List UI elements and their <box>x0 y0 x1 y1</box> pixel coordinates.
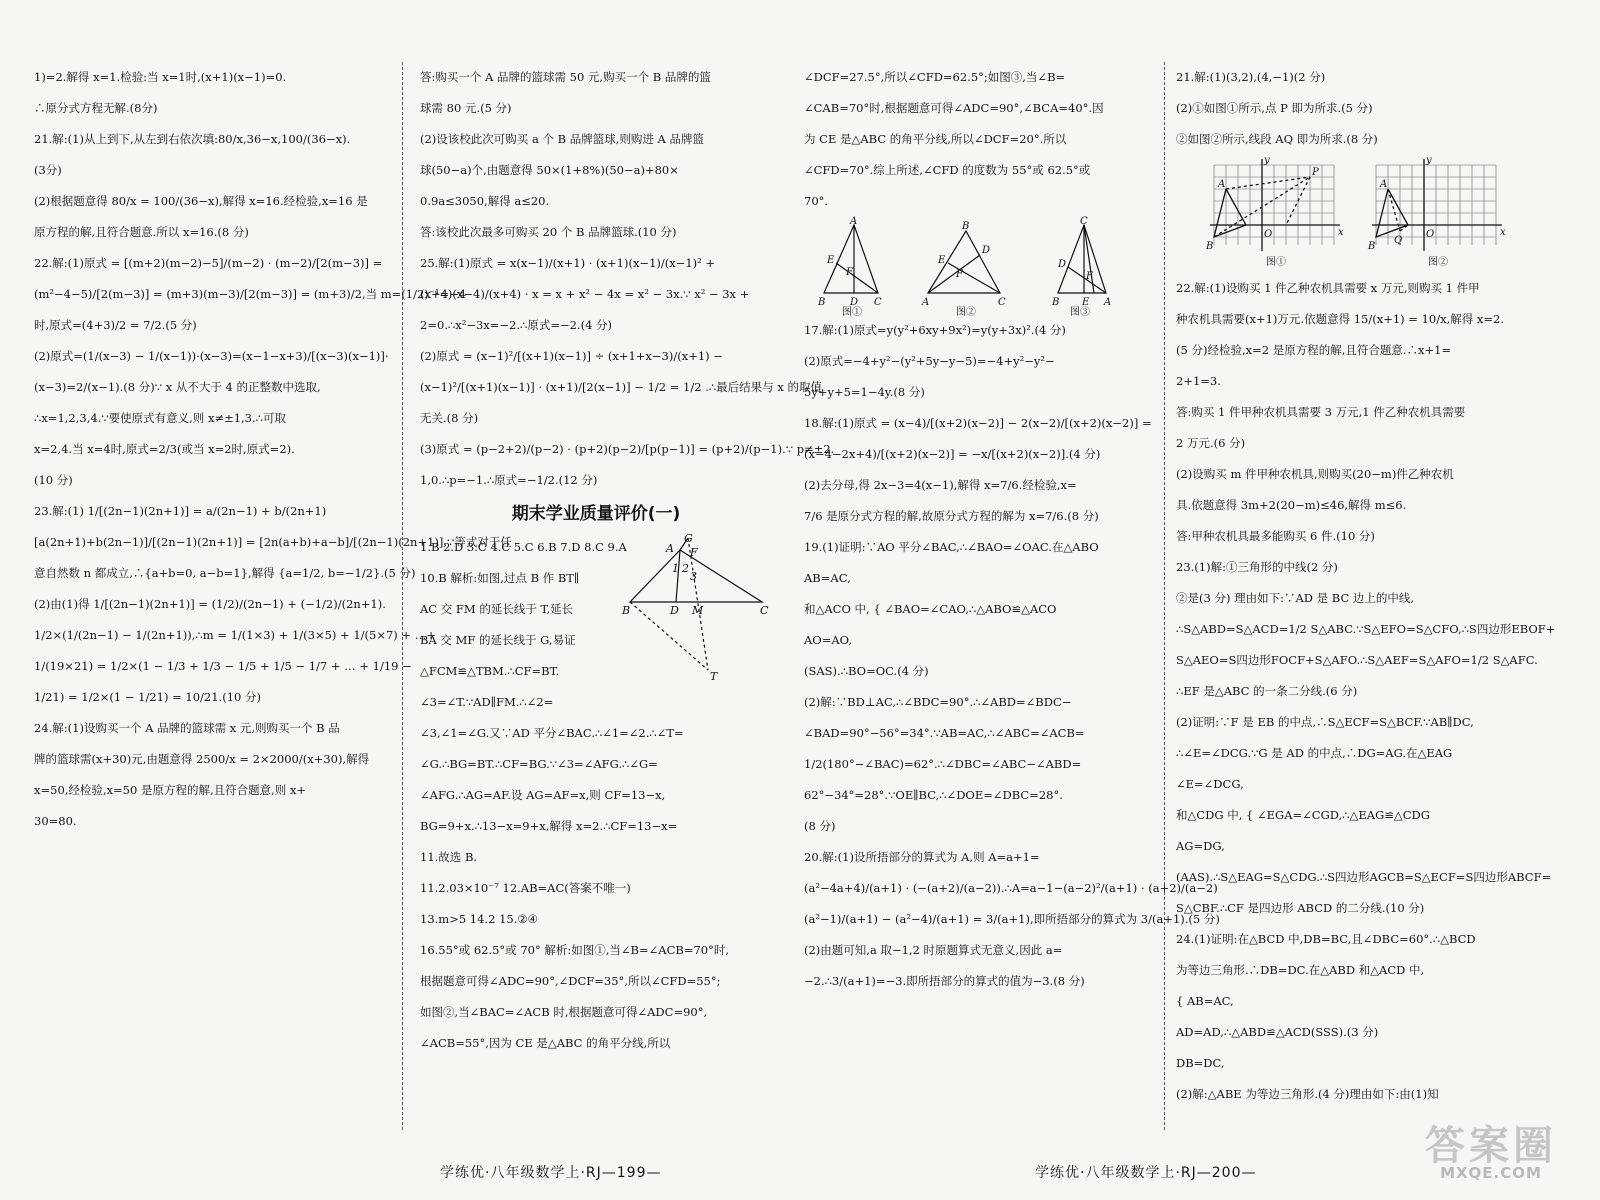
answer-line: S△CBF.∴CF 是四边形 ABCD 的二分线.(10 分) <box>1176 901 1425 915</box>
grid-figure-1 <box>1206 155 1346 273</box>
column-divider <box>402 62 403 1130</box>
answer-line: ∠G.∴BG=BT.∴CF=BG.∵∠3=∠AFG.∴∠G= <box>420 757 658 771</box>
answer-line: 0.9a≤3050,解得 a≤20. <box>420 194 550 208</box>
answer-line: 具.依题意得 3m+2(20−m)≤46,解得 m≤6. <box>1176 498 1407 512</box>
answer-line: 2 万元.(6 分) <box>1176 436 1246 450</box>
answer-line: (x−4−2x+4)/[(x+2)(x−2)] = −x/[(x+2)(x−2)].(4 分) <box>804 447 1101 461</box>
fig3-label: D <box>1058 259 1067 270</box>
grid-figure-2 <box>1368 155 1508 273</box>
answer-line: 23.(1)解:①三角形的中线(2 分) <box>1176 560 1338 574</box>
answer-line: ∠3=∠T.∵AD∥FM.∴∠2= <box>420 695 554 709</box>
answer-line: ∠ACB=55°,因为 CE 是△ABC 的角平分线,所以 <box>420 1036 671 1050</box>
fig3-label: A <box>1104 297 1112 308</box>
answer-line: 原方程的解,且符合题意.所以 x=16.(8 分) <box>34 225 249 239</box>
fig1-label: A <box>850 216 858 227</box>
fig2-label: B <box>962 221 970 232</box>
answer-line: 5y+y+5=1−4y.(8 分) <box>804 385 925 399</box>
grid2-label: B <box>1368 241 1376 252</box>
answer-line: AB=AC, <box>804 571 851 585</box>
answer-line: 答:甲种农机具最多能购买 6 件.(10 分) <box>1176 529 1375 543</box>
answer-line: 62°−34°=28°.∵OE∥BC,∴∠DOE=∠DBC=28°. <box>804 788 1063 802</box>
grid2-label: y <box>1426 155 1432 166</box>
fig-label-3: 3 <box>690 570 697 583</box>
watermark-logo <box>1406 1123 1576 1186</box>
answer-line: (8 分) <box>804 819 836 833</box>
column-divider <box>1164 62 1165 1130</box>
answer-line: (2)设该校此次可购买 a 个 B 品牌篮球,则购进 A 品牌篮 <box>420 132 704 146</box>
fig1-label: F <box>846 267 853 278</box>
fig-label-C: C <box>760 604 769 617</box>
answer-line: 11.2.03×10⁻⁷ 12.AB=AC(答案不唯一) <box>420 881 631 895</box>
grid1-label: B <box>1206 241 1214 252</box>
answer-line: 70°. <box>804 194 829 208</box>
triangle-figure-1 <box>814 216 904 318</box>
fig2-label: C <box>998 297 1006 308</box>
answer-line: AG=DG, <box>1176 839 1225 853</box>
answer-line: 1/2×(1/(2n−1) − 1/(2n+1)),∴m = 1/(1×3) + 1/(3×5) + 1/(5×7) + …+ <box>34 628 436 642</box>
answer-line: 1.B 2.D 3.C 4.C 5.C 6.B 7.D 8.C 9.A <box>420 540 627 554</box>
triangle-figure-2 <box>922 217 1022 318</box>
answer-line: ∴EF 是△ABC 的一条二分线.(6 分) <box>1176 684 1358 698</box>
answer-line: 22.解:(1)原式 = [(m+2)(m−2)−5]/(m−2) · (m−2)/[2(m−3)] = <box>34 256 383 270</box>
fig1-label: D <box>850 297 859 308</box>
answer-line: (2)去分母,得 2x−3=4(x−1),解得 x=7/6.经检验,x= <box>804 478 1077 492</box>
triangle-figure-3 <box>1040 216 1130 318</box>
answer-line: 1/21) = 1/2×(1 − 1/21) = 10/21.(10 分) <box>34 690 261 704</box>
fig3-label: F <box>1086 271 1093 282</box>
grid-figures-q21 <box>1176 155 1562 273</box>
answer-line: x=2,4.当 x=4时,原式=2/3(或当 x=2时,原式=2). <box>34 442 295 456</box>
answer-line: ∴x=1,2,3,4.∵要使原式有意义,则 x≠±1,3.∴可取 <box>34 411 286 425</box>
answer-line: △FCM≌△TBM.∴CF=BT. <box>420 664 560 678</box>
answer-line: S△AEO=S四边形FOCF+S△AFO.∴S△AEF=S△AFO=1/2 S△AFC. <box>1176 653 1538 667</box>
fig2-label: F <box>956 269 963 280</box>
grid2-label: A <box>1380 179 1388 190</box>
answer-line: −2.∴3/(a+1)=−3.即所捂部分的算式的值为−3.(8 分) <box>804 974 1085 988</box>
answer-line: ∠3,∠1=∠G.又∵AD 平分∠BAC.∴∠1=∠2.∴∠T= <box>420 726 684 740</box>
answer-line: (SAS).∴BO=OC.(4 分) <box>804 664 929 678</box>
answer-line: 30=80. <box>34 814 77 828</box>
answer-line: 20.解:(1)设所捂部分的算式为 A,则 A=a+1= <box>804 850 1040 864</box>
answer-line: AD=AD,∴△ABD≌△ACD(SSS).(3 分) <box>1176 1025 1379 1039</box>
grid1-label: O <box>1264 229 1273 240</box>
answer-line: (2)解:△ABE 为等边三角形.(4 分)理由如下:由(1)知 <box>1176 1087 1439 1101</box>
grid1-label: y <box>1264 155 1270 166</box>
answer-line: 24.解:(1)设购买一个 A 品牌的篮球需 x 元,则购买一个 B 品 <box>34 721 340 735</box>
answer-line: ②是(3 分) 理由如下:∵AD 是 BC 边上的中线, <box>1176 591 1415 605</box>
answer-line: 答:购买 1 件甲种农机具需要 3 万元,1 件乙种农机具需要 <box>1176 405 1466 419</box>
answer-line: (x+4)(x−4)/(x+4) · x = x + x² − 4x = x² − 3x.∵ x² − 3x + <box>420 287 750 301</box>
answer-line: 和△CDG 中, { ∠EGA=∠CGD,∴△EAG≌△CDG <box>1176 808 1430 822</box>
answer-line: 1/(19×21) = 1/2×(1 − 1/3 + 1/3 − 1/5 + 1/5 − 1/7 + … + 1/19 − <box>34 659 412 673</box>
answer-line: ∠BAD=90°−56°=34°.∵AB=AC,∴∠ABC=∠ACB= <box>804 726 1085 740</box>
grid1-label: A <box>1218 179 1226 190</box>
answer-line: ∠CFD=70°.综上所述,∠CFD 的度数为 55°或 62.5°或 <box>804 163 1091 177</box>
fig-label-F: F <box>690 546 698 559</box>
fig2-label: A <box>922 297 930 308</box>
answer-line: 根据题意可得∠ADC=90°,∠DCF=35°,所以∠CFD=55°; <box>420 974 721 988</box>
answer-line: (AAS).∴S△EAG=S△CDG.∴S四边形AGCB=S△ECF=S四边形ABCF= <box>1176 870 1552 884</box>
answer-line: 为等边三角形.∴DB=DC.在△ABD 和△ACD 中, <box>1176 963 1425 977</box>
answer-line: ∴原分式方程无解.(8分) <box>34 101 158 115</box>
answer-line: BA 交 MF 的延长线于 G,易证 <box>420 633 576 647</box>
watermark-logo-text: 答案圈 <box>1425 1123 1557 1169</box>
answer-line: 意自然数 n 都成立,∴{a+b=0, a−b=1},解得 {a=1/2, b=−1/2}.(5 分) <box>34 566 416 580</box>
answer-line: 18.解:(1)原式 = (x−4)/[(x+2)(x−2)] − 2(x−2)/[(x+2)(x−2)] = <box>804 416 1152 430</box>
fig3-label: C <box>1080 216 1088 227</box>
answer-block-21 <box>1176 62 1562 155</box>
grid2-caption: 图② <box>1428 257 1448 268</box>
answer-line: (2)由题可知,a 取−1,2 时原题算式无意义,因此 a= <box>804 943 1063 957</box>
fig3-label: B <box>1052 297 1060 308</box>
fig-label-M: M <box>692 604 704 617</box>
answer-line: (2)设购买 m 件甲种农机具,则购买(20−m)件乙种农机 <box>1176 467 1454 481</box>
answer-line: AC 交 FM 的延长线于 T,延长 <box>420 602 574 616</box>
answer-line: ∠DCF=27.5°,所以∠CFD=62.5°;如图③,当∠B= <box>804 70 1066 84</box>
fig2-label: D <box>982 245 991 256</box>
grid2-label: O <box>1426 229 1435 240</box>
answer-line: DB=DC, <box>1176 1056 1225 1070</box>
answer-line: x=50,经检验,x=50 是原方程的解,且符合题意,则 x+ <box>34 783 307 797</box>
section-title: 期末学业质量评价(一) <box>511 504 681 524</box>
fig1-label: B <box>818 297 826 308</box>
answer-line: (x−3)=2/(x−1).(8 分)∵ x 从不大于 4 的正整数中选取, <box>34 380 321 394</box>
answer-line: ∠CAB=70°时,根据题意可得∠ADC=90°,∠BCA=40°.因 <box>804 101 1104 115</box>
answer-line: (2)①如图①所示,点 P 即为所求.(5 分) <box>1176 101 1373 115</box>
grid2-label: Q <box>1394 235 1403 246</box>
fig-label-1: 1 <box>672 562 679 575</box>
answer-line: 牌的篮球需(x+30)元,由题意得 2500/x = 2×2000/(x+30),解得 <box>34 752 370 766</box>
answer-line: 答:该校此次最多可购买 20 个 B 品牌篮球.(10 分) <box>420 225 677 239</box>
answer-line: 19.(1)证明:∵AO 平分∠BAC,∴∠BAO=∠OAC.在△ABO <box>804 540 1099 554</box>
answer-line: 22.解:(1)设购买 1 件乙种农机具需要 x 万元,则购买 1 件甲 <box>1176 281 1480 295</box>
answer-line: 11.故选 B. <box>420 850 478 864</box>
geometry-figure-q10 <box>622 532 772 692</box>
answer-line: (m²−4−5)/[2(m−3)] = (m+3)(m−3)/[2(m−3)] = (m+3)/2,当 m=(1/2)⁻¹=−4 <box>34 287 467 301</box>
answer-line: (a²−4a+4)/(a+1) · (−(a+2)/(a−2)).∴A=a−1−(a−2)²/(a+1) · (a+2)/(a−2) <box>804 881 1218 895</box>
answer-line: (3)原式 = (p−2+2)/(p−2) · (p+2)(p−2)/[p(p−1)] = (p+2)/(p−1).∵ p≠±2. <box>420 442 835 456</box>
answer-line: ∴∠E=∠DCG.∵G 是 AD 的中点,∴DG=AG.在△EAG <box>1176 746 1453 760</box>
answer-line: (2)原式 = (x−1)²/[(x+1)(x−1)] ÷ (x+1+x−3)/(x+1) − <box>420 349 723 363</box>
answer-line: (10 分) <box>34 473 73 487</box>
answer-line: ∠AFG.∴AG=AF.设 AG=AF=x,则 CF=13−x, <box>420 788 666 802</box>
answer-column-4 <box>1176 62 1562 1130</box>
fig-label-G: G <box>684 532 693 545</box>
fig1-caption: 图① <box>842 307 862 318</box>
answer-line: 10.B 解析:如图,过点 B 作 BT∥ <box>420 571 580 585</box>
answer-line: 2=0.∴x²−3x=−2.∴原式=−2.(4 分) <box>420 318 613 332</box>
answer-line: (5 分)经检验,x=2 是原方程的解,且符合题意.∴x+1= <box>1176 343 1452 357</box>
answer-line: 21.解:(1)(3,2),(4,−1)(2 分) <box>1176 70 1326 84</box>
fig-label-2: 2 <box>682 562 689 575</box>
fig3-caption: 图③ <box>1070 307 1090 318</box>
answer-line: 答:购买一个 A 品牌的篮球需 50 元,购买一个 B 品牌的篮 <box>420 70 711 84</box>
answer-line: ∴S△ABD=S△ACD=1/2 S△ABC.∵S△EFO=S△CFO,∴S四边形EBOF+ <box>1176 622 1556 636</box>
fig-label-B: B <box>622 604 631 617</box>
answer-line: 7/6 是原分式方程的解,故原分式方程的解为 x=7/6.(8 分) <box>804 509 1099 523</box>
answer-line: 24.(1)证明:在△BCD 中,DB=BC,且∠DBC=60°.∴△BCD <box>1176 932 1476 946</box>
answer-line: (2)证明:∵F 是 EB 的中点,∴S△ECF=S△BCF.∵AB∥DC, <box>1176 715 1474 729</box>
answer-block-22-24 <box>1176 273 1562 1110</box>
fig-label-D: D <box>670 604 679 617</box>
answer-line: (a²−1)/(a+1) − (a²−4)/(a+1) = 3/(a+1),即所捂部分的算式为 3/(a+1).(5 分) <box>804 912 1220 926</box>
answer-line: 17.解:(1)原式=y(y²+6xy+9x²)=y(y+3x)².(4 分) <box>804 323 1066 337</box>
answer-line: 23.解:(1) 1/[(2n−1)(2n+1)] = a/(2n−1) + b/(2n+1) <box>34 504 327 518</box>
answer-line: 球需 80 元.(5 分) <box>420 101 512 115</box>
answer-line: 2+1=3. <box>1176 374 1221 388</box>
answer-line: ②如图②所示,线段 AQ 即为所求.(8 分) <box>1176 132 1378 146</box>
fig3-label: E <box>1082 297 1090 308</box>
grid1-caption: 图① <box>1266 257 1286 268</box>
answer-line: 1)=2.解得 x=1.检验:当 x=1时,(x+1)(x−1)=0. <box>34 70 287 84</box>
answer-line: 种农机具需要(x+1)万元.依题意得 15/(x+1) = 10/x,解得 x=2. <box>1176 312 1504 326</box>
answer-line: 无关.(8 分) <box>420 411 479 425</box>
answer-line: 时,原式=(4+3)/2 = 7/2.(5 分) <box>34 318 197 332</box>
answer-line: 16.55°或 62.5°或 70° 解析:如图①,当∠B=∠ACB=70°时, <box>420 943 729 957</box>
answer-line: (2)解:∵BD⊥AC,∴∠BDC=90°.∴∠ABD=∠BDC− <box>804 695 1072 709</box>
watermark-url: MXQE.COM <box>1440 1164 1542 1182</box>
answer-block-16-cont <box>804 62 1156 217</box>
fig-label-T: T <box>710 670 718 683</box>
answer-line: (3分) <box>34 163 62 177</box>
answer-line: (x−1)²/[(x+1)(x−1)] · (x+1)/[2(x−1)] − 1/2 = 1/2 .∴最后结果与 x 的取值 <box>420 380 822 394</box>
answer-line: 1/2(180°−∠BAC)=62°.∴∠DBC=∠ABC−∠ABD= <box>804 757 1082 771</box>
answer-line: 球(50−a)个,由题意得 50×(1+8%)(50−a)+80× <box>420 163 679 177</box>
answer-line: 13.m>5 14.2 15.②④ <box>420 912 538 926</box>
fig-label-A: A <box>666 542 674 555</box>
grid2-label: x <box>1500 227 1506 238</box>
answer-line: { AB=AC, <box>1176 994 1234 1008</box>
answer-line: (2)原式=−4+y²−(y²+5y−y−5)=−4+y²−y²− <box>804 354 1055 368</box>
answer-line: 1,0.∴p=−1.∴原式=−1/2.(12 分) <box>420 473 598 487</box>
fig2-caption: 图② <box>956 307 976 318</box>
grid1-label: P <box>1312 167 1319 178</box>
page-footer-199: 学练优·八年级数学上·RJ—199— <box>440 1165 662 1181</box>
answer-line: (2)根据题意得 80/x = 100/(36−x),解得 x=16.经检验,x=16 是 <box>34 194 368 208</box>
fig1-label: C <box>874 297 882 308</box>
answer-line: 21.解:(1)从上到下,从左到右依次填:80/x,36−x,100/(36−x). <box>34 132 351 146</box>
answer-line: ∠E=∠DCG, <box>1176 777 1244 791</box>
answer-line: 如图②,当∠BAC=∠ACB 时,根据题意可得∠ADC=90°, <box>420 1005 708 1019</box>
answer-line: (2)原式=(1/(x−3) − 1/(x−1))·(x−3)=(x−1−x+3)/[(x−3)(x−1)]· <box>34 349 389 363</box>
answer-line: 25.解:(1)原式 = x(x−1)/(x+1) · (x+1)(x−1)/(x−1)² + <box>420 256 716 270</box>
fig1-label: E <box>827 255 835 266</box>
answer-line: BG=9+x.∴13−x=9+x,解得 x=2.∴CF=13−x= <box>420 819 678 833</box>
grid1-label: x <box>1338 227 1344 238</box>
answer-line: 和△ACO 中, { ∠BAO=∠CAO,∴△ABO≌△ACO <box>804 602 1057 616</box>
answer-line: 为 CE 是△ABC 的角平分线,所以∠DCF=20°.所以 <box>804 132 1067 146</box>
answer-line: AO=AO, <box>804 633 853 647</box>
fig2-label: E <box>938 255 946 266</box>
triangle-figures-q16 <box>804 216 1156 318</box>
answer-line: (2)由(1)得 1/[(2n−1)(2n+1)] = (1/2)/(2n−1) + (−1/2)/(2n+1). <box>34 597 386 611</box>
page-footer-200: 学练优·八年级数学上·RJ—200— <box>1035 1165 1257 1181</box>
answer-line: [a(2n+1)+b(2n−1)]/[(2n−1)(2n+1)] = [2n(a+b)+a−b]/[(2n−1)(2n+1)],∵等式对于任 <box>34 535 512 549</box>
